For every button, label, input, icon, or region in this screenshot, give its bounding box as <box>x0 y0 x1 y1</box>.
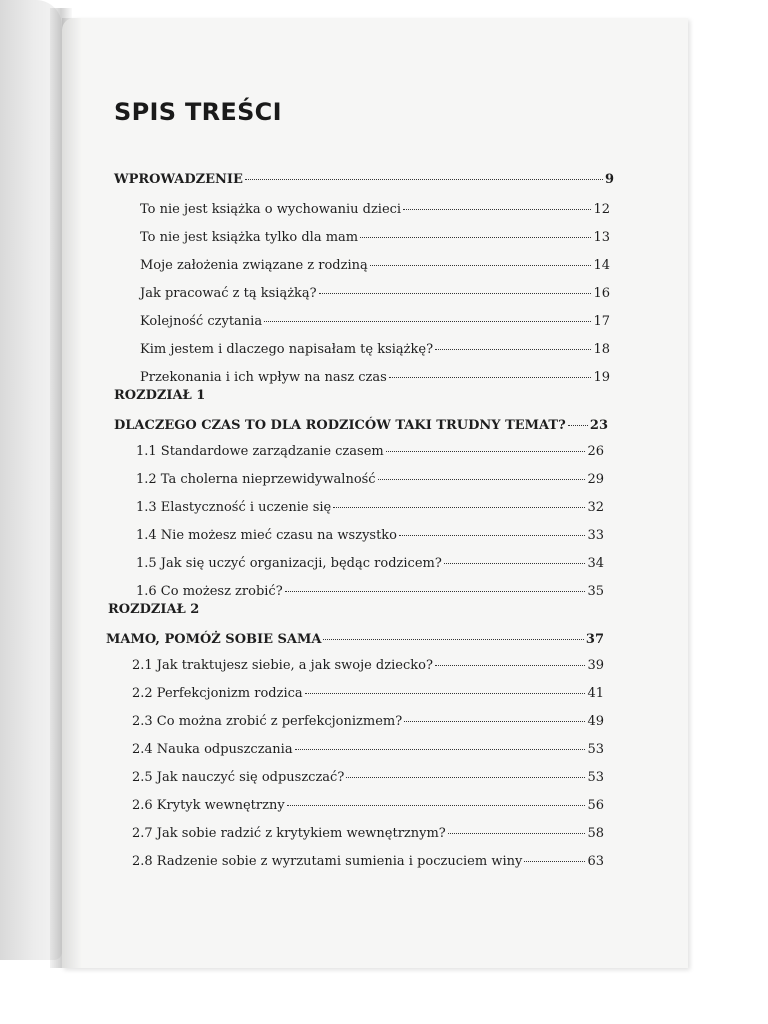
toc-page-number: 13 <box>593 230 610 245</box>
toc-entry <box>132 742 604 762</box>
toc-page-number: 33 <box>587 528 604 543</box>
chapter-heading: ROZDZIAŁ 2 <box>108 602 200 617</box>
chapter-title-entry <box>106 632 604 652</box>
toc-page-number: 14 <box>593 258 610 273</box>
toc-entry-label: To nie jest książka tylko dla mam <box>140 230 359 245</box>
toc-entry-label: 2.8 Radzenie sobie z wyrzutami sumienia i poczuciem winy <box>132 854 523 869</box>
toc-entry <box>140 258 610 278</box>
toc-entry <box>132 770 604 790</box>
dot-leader <box>245 179 603 180</box>
toc-entry-label: 2.6 Krytyk wewnętrzny <box>132 798 285 813</box>
toc-page-number: 63 <box>587 854 604 869</box>
dot-leader <box>435 665 586 666</box>
toc-entry <box>136 444 604 464</box>
dot-leader <box>346 777 585 778</box>
toc-entry <box>136 528 604 548</box>
toc-entry-label: WPROWADZENIE <box>114 172 243 187</box>
toc-entry <box>136 472 604 492</box>
toc-entry-label: 1.2 Ta cholerna nieprzewidywalność <box>136 472 376 487</box>
dot-leader <box>333 507 585 508</box>
toc-entry-label: 2.5 Jak nauczyć się odpuszczać? <box>132 770 345 785</box>
toc-entry <box>140 286 610 306</box>
dot-leader <box>370 265 592 266</box>
toc-page-number: 29 <box>587 472 604 487</box>
toc-entry-label: 1.4 Nie możesz mieć czasu na wszystko <box>136 528 398 543</box>
toc-entry <box>132 826 604 846</box>
toc-page-number: 41 <box>587 686 604 701</box>
toc-entry <box>132 798 604 818</box>
toc-entry-label: 2.4 Nauka odpuszczania <box>132 742 293 757</box>
toc-entry <box>132 714 604 734</box>
dot-leader <box>403 209 591 210</box>
toc-entry-label: Moje założenia związane z rodziną <box>140 258 368 273</box>
dot-leader <box>323 639 583 640</box>
toc-page-number: 26 <box>587 444 604 459</box>
dot-leader <box>360 237 591 238</box>
page-title: SPIS TREŚCI <box>114 98 282 126</box>
toc-entry <box>140 314 610 334</box>
toc-entry-label: DLACZEGO CZAS TO DLA RODZICÓW TAKI TRUDNY TEMAT? <box>114 418 566 433</box>
toc-entry-label: Jak pracować z tą książką? <box>140 286 317 301</box>
toc-entry <box>136 500 604 520</box>
toc-entry-label: Przekonania i ich wpływ na nasz czas <box>140 370 387 385</box>
toc-entry <box>140 342 610 362</box>
toc-page-number: 23 <box>589 418 608 433</box>
toc-entry-label: 2.1 Jak traktujesz siebie, a jak swoje dziecko? <box>132 658 433 673</box>
toc-entry <box>132 854 604 874</box>
dot-leader <box>444 563 586 564</box>
toc-entry-label: MAMO, POMÓŻ SOBIE SAMA <box>106 632 322 647</box>
dot-leader <box>568 425 588 426</box>
toc-page-number: 17 <box>593 314 610 329</box>
toc-entry-label: 1.1 Standardowe zarządzanie czasem <box>136 444 384 459</box>
toc-page-number: 16 <box>593 286 610 301</box>
toc-page-number: 49 <box>587 714 604 729</box>
dot-leader <box>295 749 586 750</box>
toc-page-number: 37 <box>585 632 604 647</box>
chapter-heading: ROZDZIAŁ 1 <box>114 388 206 403</box>
toc-page-number: 58 <box>587 826 604 841</box>
toc-entry-label: 2.7 Jak sobie radzić z krytykiem wewnętrznym? <box>132 826 446 841</box>
toc-page-number: 32 <box>587 500 604 515</box>
dot-leader <box>389 377 592 378</box>
dot-leader <box>305 693 586 694</box>
toc-page-number: 19 <box>593 370 610 385</box>
dot-leader <box>399 535 585 536</box>
dot-leader <box>319 293 592 294</box>
dot-leader <box>524 861 585 862</box>
toc-entry-label: 2.3 Co można zrobić z perfekcjonizmem? <box>132 714 403 729</box>
dot-leader <box>404 721 585 722</box>
toc-entry-label: 1.6 Co możesz zrobić? <box>136 584 283 599</box>
toc-page-number: 56 <box>587 798 604 813</box>
toc-entry <box>140 202 610 222</box>
toc-entry <box>140 230 610 250</box>
dot-leader <box>378 479 586 480</box>
toc-entry <box>136 556 604 576</box>
toc-entry <box>132 686 604 706</box>
chapter-title-entry <box>114 172 614 192</box>
toc-entry-label: Kim jestem i dlaczego napisałam tę książkę? <box>140 342 434 357</box>
toc-entry-label: 1.5 Jak się uczyć organizacji, będąc rodzicem? <box>136 556 442 571</box>
dot-leader <box>435 349 591 350</box>
toc-page-number: 12 <box>593 202 610 217</box>
toc-entry-label: Kolejność czytania <box>140 314 263 329</box>
dot-leader <box>448 833 586 834</box>
toc-page-number: 35 <box>587 584 604 599</box>
toc-page-number: 9 <box>604 172 614 187</box>
toc-page-number: 39 <box>587 658 604 673</box>
dot-leader <box>285 591 586 592</box>
toc-entry-label: 2.2 Perfekcjonizm rodzica <box>132 686 303 701</box>
dot-leader <box>264 321 591 322</box>
toc-entry-label: 1.3 Elastyczność i uczenie się <box>136 500 332 515</box>
toc-entry <box>132 658 604 678</box>
toc-page-number: 53 <box>587 770 604 785</box>
toc-page-number: 18 <box>593 342 610 357</box>
toc-page-number: 34 <box>587 556 604 571</box>
chapter-title-entry <box>114 418 608 438</box>
toc-entry <box>140 370 610 390</box>
dot-leader <box>386 451 586 452</box>
toc-page-number: 53 <box>587 742 604 757</box>
toc-entry-label: To nie jest książka o wychowaniu dzieci <box>140 202 402 217</box>
dot-leader <box>287 805 586 806</box>
toc-entry <box>136 584 604 604</box>
